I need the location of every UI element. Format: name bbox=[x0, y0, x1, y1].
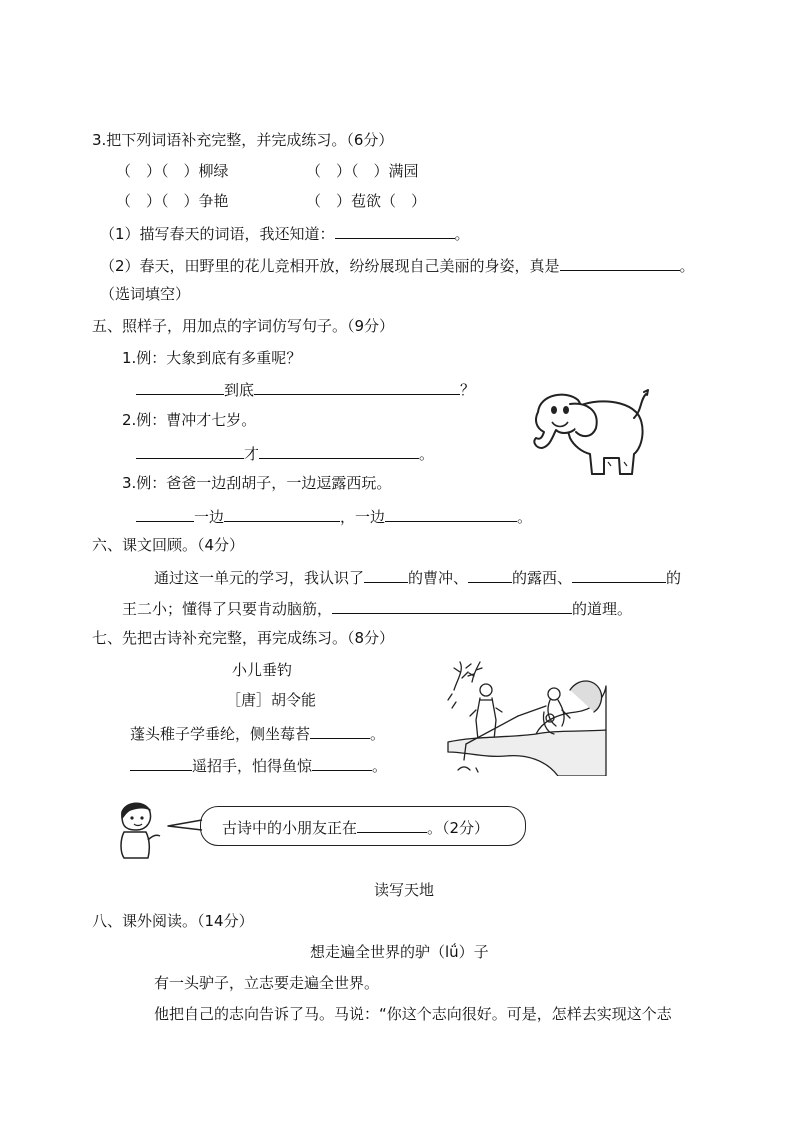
q3-row2-item1 bbox=[116, 191, 229, 211]
q3-row1-word2: 满园 bbox=[388, 162, 419, 180]
poem-line1 bbox=[130, 722, 385, 744]
q3-row2-suffix[interactable]: （ ） bbox=[381, 192, 427, 210]
q5-answer1-end: ？ bbox=[460, 381, 476, 399]
elephant-illustration bbox=[524, 388, 652, 482]
q3-sub1-blank[interactable] bbox=[335, 222, 455, 239]
q3-row2-word2: 苞欲 bbox=[351, 192, 382, 210]
q3-row1-item2 bbox=[306, 161, 419, 181]
q5-title: 五、照样子，用加点的字词仿写句子。（9分） bbox=[92, 317, 395, 335]
q6-line1 bbox=[154, 566, 681, 588]
q5-answer2-word: 才 bbox=[244, 445, 260, 463]
poem-line2-end: 。 bbox=[372, 757, 388, 775]
q7-title: 七、先把古诗补充完整，再完成练习。（8分） bbox=[92, 629, 395, 647]
q6-line1-text-a: 通过这一单元的学习，我认识了 bbox=[154, 569, 365, 587]
q3-sub1-end: 。 bbox=[454, 225, 470, 243]
q6-title: 六、课文回顾。（4分） bbox=[92, 536, 245, 554]
q3-row1-blanks1[interactable]: （ ）（ ） bbox=[116, 162, 199, 180]
q3-title: 3.把下列词语补充完整，并完成练习。（6分） bbox=[92, 131, 394, 149]
q5-answer3-end: 。 bbox=[517, 508, 533, 526]
q6-line2-text-a: 王二小；懂得了只要肯动脑筋， bbox=[122, 600, 333, 618]
q3-row2-item2 bbox=[306, 191, 426, 211]
q3-row2-prefix[interactable]: （ ） bbox=[306, 192, 352, 210]
bubble-blank[interactable] bbox=[357, 816, 427, 833]
q3-sub2-end: 。 bbox=[679, 257, 695, 275]
q5-answer3-mid: ，一边 bbox=[340, 508, 386, 526]
q3-row2-word1: 争艳 bbox=[198, 192, 229, 210]
section-title: 读写天地 bbox=[374, 881, 435, 899]
q3-row1-item1 bbox=[116, 161, 229, 181]
q6-blank2[interactable] bbox=[468, 566, 512, 583]
q6-line1-text-d: 的 bbox=[666, 569, 682, 587]
poem-line2 bbox=[130, 754, 387, 776]
q3-sub2-note: （选词填空） bbox=[100, 285, 191, 303]
story-paragraph2: 他把自己的志向告诉了马。马说：“你这个志向很好。可是，怎样去实现这个志 bbox=[154, 1005, 672, 1023]
q6-line1-text-b: 的曹冲、 bbox=[408, 569, 469, 587]
q6-line1-text-c: 的露西、 bbox=[512, 569, 573, 587]
q3-sub2-blank[interactable] bbox=[560, 254, 680, 271]
q3-sub2 bbox=[100, 254, 695, 276]
q5-answer1-word: 到底 bbox=[224, 381, 255, 399]
poem-author: ［唐］胡令能 bbox=[226, 691, 317, 709]
speech-bubble-tail bbox=[166, 816, 204, 836]
story-title: 想走遍全世界的驴（lǘ）子 bbox=[310, 943, 489, 961]
q6-blank4[interactable] bbox=[332, 597, 572, 614]
story-paragraph1: 有一头驴子，立志要走遍全世界。 bbox=[154, 974, 380, 992]
poem-blank3[interactable] bbox=[312, 754, 372, 771]
fishing-illustration bbox=[446, 660, 608, 776]
q3-sub2-text: （2）春天，田野里的花儿竞相开放，纷纷展现自己美丽的身姿，真是 bbox=[100, 257, 560, 275]
bubble-text-b: 。（2分） bbox=[427, 819, 490, 837]
q5-answer3-blank-c[interactable] bbox=[385, 505, 517, 522]
poem-blank2[interactable] bbox=[130, 754, 192, 771]
poem-blank1[interactable] bbox=[310, 722, 370, 739]
q5-answer3-blank-b[interactable] bbox=[224, 505, 340, 522]
q5-answer2-blank-b[interactable] bbox=[259, 442, 419, 459]
q5-answer3-blank-a[interactable] bbox=[136, 505, 194, 522]
q3-sub1 bbox=[100, 222, 470, 244]
bubble-text-a: 古诗中的小朋友正在 bbox=[222, 819, 358, 837]
poem-line2-text: 遥招手，怕得鱼惊 bbox=[192, 757, 313, 775]
poem-line1-end: 。 bbox=[370, 725, 386, 743]
q3-row1-blanks2[interactable]: （ ）（ ） bbox=[306, 162, 389, 180]
q5-answer3 bbox=[136, 505, 532, 527]
q3-sub1-text: （1）描写春天的词语，我还知道： bbox=[100, 225, 335, 243]
q5-answer1-blank-a[interactable] bbox=[136, 378, 224, 395]
q6-blank3[interactable] bbox=[572, 566, 666, 583]
q5-answer2-end: 。 bbox=[419, 445, 435, 463]
poem-title: 小儿垂钓 bbox=[232, 661, 293, 679]
q5-answer1-blank-b[interactable] bbox=[254, 378, 460, 395]
q6-line2 bbox=[122, 597, 632, 619]
speech-bubble-text bbox=[222, 816, 489, 838]
q6-line2-text-b: 的道理。 bbox=[572, 600, 633, 618]
boy-illustration bbox=[110, 796, 174, 860]
q8-title: 八、课外阅读。（14分） bbox=[92, 912, 254, 930]
q3-row2-blanks1[interactable]: （ ）（ ） bbox=[116, 192, 199, 210]
q5-answer3-word1: 一边 bbox=[194, 508, 225, 526]
q5-example2: 2.例：曹冲才七岁。 bbox=[122, 411, 257, 429]
q5-example3: 3.例：爸爸一边刮胡子，一边逗露西玩。 bbox=[122, 474, 392, 492]
q5-answer1 bbox=[136, 378, 475, 400]
q5-example1: 1.例：大象到底有多重呢？ bbox=[122, 349, 302, 367]
q5-answer2-blank-a[interactable] bbox=[136, 442, 244, 459]
q5-answer2 bbox=[136, 442, 434, 464]
q3-row1-word1: 柳绿 bbox=[198, 162, 229, 180]
poem-line1-text: 蓬头稚子学垂纶，侧坐莓苔 bbox=[130, 725, 311, 743]
q6-blank1[interactable] bbox=[364, 566, 408, 583]
